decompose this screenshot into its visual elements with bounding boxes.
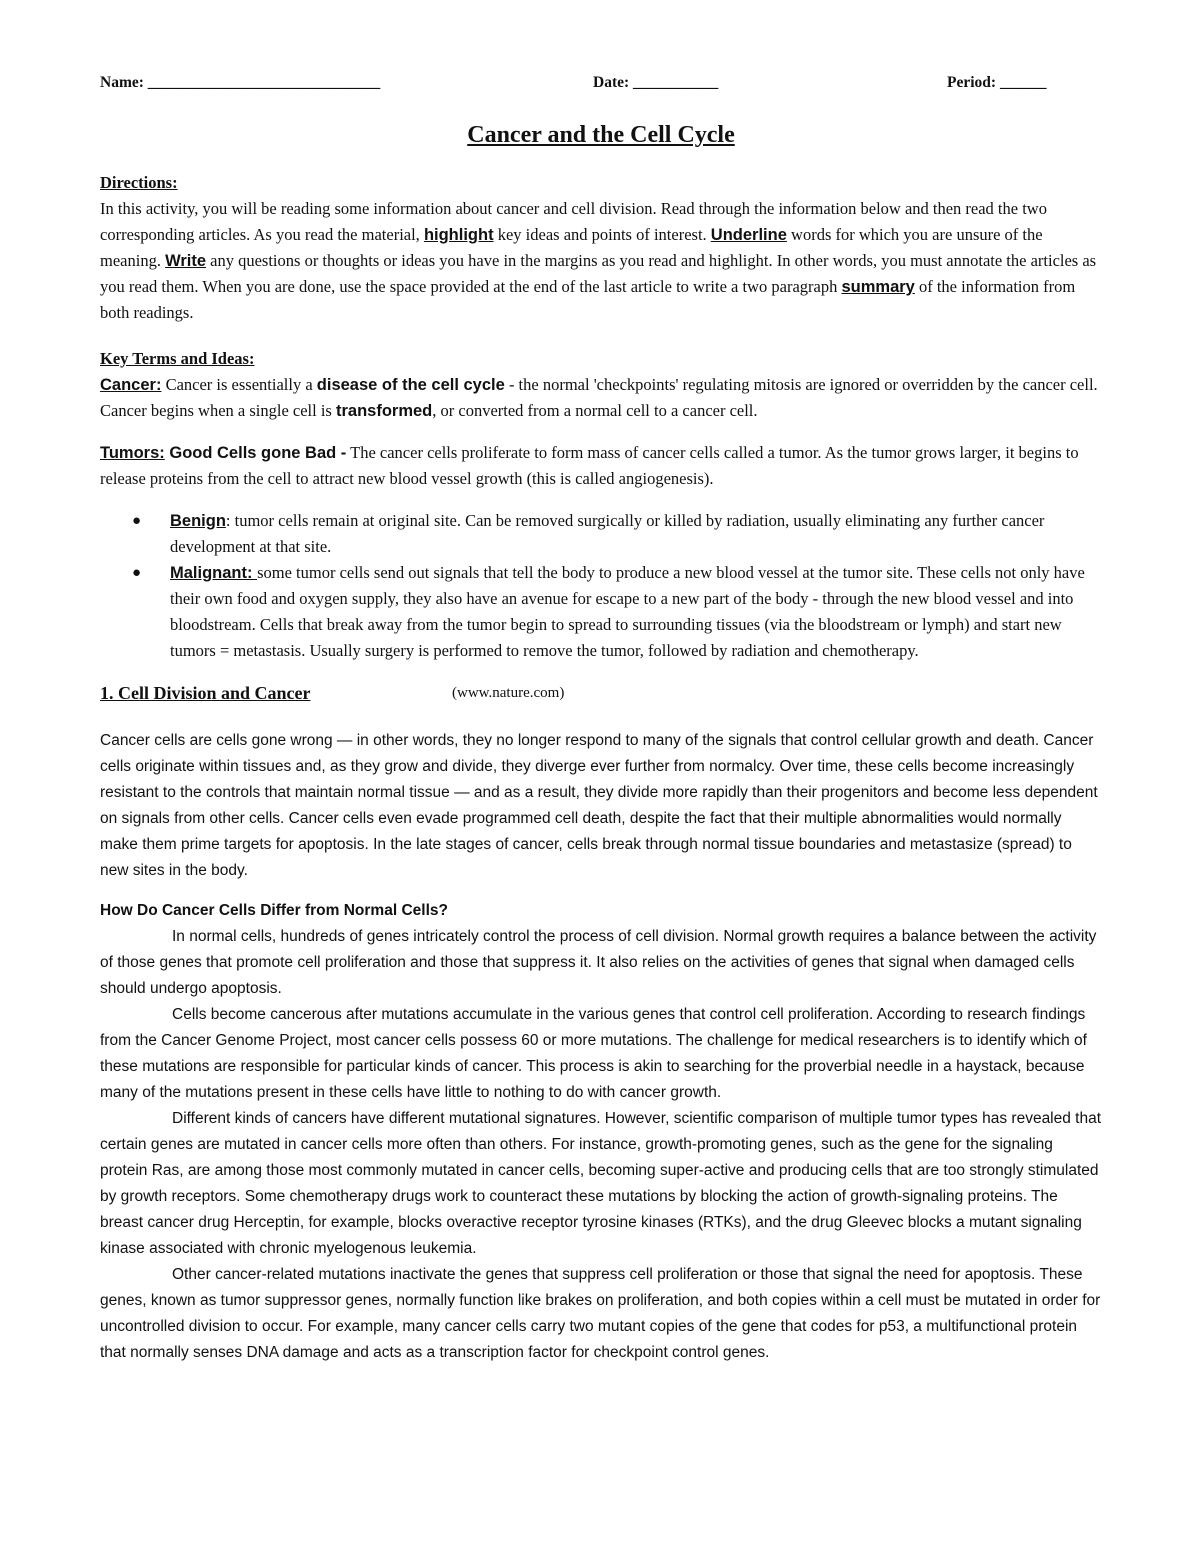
- summary-keyword: summary: [841, 278, 915, 296]
- underline-keyword: Underline: [710, 226, 787, 244]
- tumors-label: Tumors:: [100, 444, 165, 462]
- directions-heading: Directions:: [100, 173, 178, 192]
- article1-subheading: How Do Cancer Cells Differ from Normal Cells?: [100, 902, 448, 919]
- cancer-label: Cancer:: [100, 376, 162, 394]
- list-item: ● Benign: tumor cells remain at original site. Can be removed surgically or killed by radiation, usually eliminating any further cancer development at that site.: [100, 508, 1102, 560]
- article1-source: (www.nature.com): [452, 685, 565, 701]
- bullet-icon: ●: [132, 513, 142, 529]
- name-field: Name: ______________________________: [100, 74, 381, 91]
- article1-paragraph: In normal cells, hundreds of genes intricately control the process of cell division. Normal growth requires a balance between the activity of those genes that promote cell proliferation and those that suppress it. It also relies on the activities of genes that signal when damaged cells should undergo apoptosis.: [100, 928, 1097, 997]
- header-row: [100, 70, 1102, 98]
- date-field: Date: ___________: [593, 74, 719, 91]
- cancer-definition: Cancer: Cancer is essentially a disease of the cell cycle - the normal 'checkpoints' regulating mitosis are ignored or overridden by the cancer cell. Cancer begins when a single cell is transformed, or converted from a normal cell to a cancer cell.: [100, 375, 1098, 420]
- tumor-types-list: [100, 508, 1102, 664]
- article1-heading: 1. Cell Division and Cancer (www.nature.com): [100, 678, 1102, 708]
- article1-paragraph: Other cancer-related mutations inactivate the genes that suppress cell proliferation or those that signal the need for apoptosis. These genes, known as tumor suppressor genes, normally function like brakes on proliferation, and both copies within a cell must be mutated in order for uncontrolled division to occur. For example, many cancer cells carry two mutant copies of the gene that codes for p53, a multifunctional protein that normally senses DNA damage and acts as a transcription factor for checkpoint control genes.: [100, 1266, 1101, 1361]
- tumors-definition: Tumors: Good Cells gone Bad - The cancer cells proliferate to form mass of cancer cells called a tumor. As the tumor grows larger, it begins to release proteins from the cell to attract new blood vessel growth (this is called angiogenesis).: [100, 443, 1079, 488]
- page-title: Cancer and the Cell Cycle: [467, 122, 735, 148]
- article1-intro: Cancer cells are cells gone wrong — in other words, they no longer respond to many of the signals that control cellular growth and death. Cancer cells originate within tissues and, as they grow and divide, they diverge ever further from normalcy. Over time, these cells become increasingly resistant to the controls that maintain normal tissue — and as a result, they divide more rapidly than their progenitors and become less dependent on signals from other cells. Cancer cells even evade programmed cell death, despite the fact that their multiple abnormalities would normally make them prime targets for apoptosis. In the late stages of cancer, cells break through normal tissue boundaries and metastasize (spread) to new sites in the body.: [100, 732, 1098, 879]
- period-field: Period: ______: [947, 74, 1047, 91]
- article1-paragraph: Different kinds of cancers have different mutational signatures. However, scientific comparison of multiple tumor types has revealed that certain genes are mutated in cancer cells more often than others. For instance, growth-promoting genes, such as the gene for the signaling protein Ras, are among those most commonly mutated in cancer cells, becoming super-active and producing cells that are too strongly stimulated by growth receptors. Some chemotherapy drugs work to counteract these mutations by blocking the action of growth-signaling proteins. The breast cancer drug Herceptin, for example, blocks overactive receptor tyrosine kinases (RTKs), and the drug Gleevec blocks a mutant signaling kinase associated with chronic myelogenous leukemia.: [100, 1110, 1102, 1257]
- key-terms-heading: Key Terms and Ideas:: [100, 349, 255, 368]
- bullet-icon: ●: [132, 565, 142, 581]
- highlight-keyword: highlight: [423, 226, 494, 244]
- worksheet-page: [100, 70, 1102, 1366]
- directions-paragraph: In this activity, you will be reading some information about cancer and cell division. Read through the information below and then read the two corresponding articles. As you read the material, highlight key ideas and points of interest. Underline words for which you are unsure of the meaning. Write any questions or thoughts or ideas you have in the margins as you read and highlight. In other words, you must annotate the articles as you read them. When you are done, use the space provided at the end of the last article to write a two paragraph summary of the information from both readings.: [100, 199, 1097, 322]
- article1-paragraph: Cells become cancerous after mutations accumulate in the various genes that control cell proliferation. According to research findings from the Cancer Genome Project, most cancer cells possess 60 or more mutations. The challenge for medical researchers is to identify which of these mutations are responsible for particular kinds of cancer. This process is akin to searching for the proverbial needle in a haystack, because many of the mutations present in these cells have little to nothing to do with cancer growth.: [100, 1006, 1087, 1101]
- list-item: ● Malignant: some tumor cells send out signals that tell the body to produce a new blood vessel at the tumor site. These cells not only have their own food and oxygen supply, they also have an avenue for escape to a new part of the body - through the new blood vessel and into bloodstream. Cells that break away from the tumor begin to spread to surrounding tissues (via the bloodstream or lymph) and start new tumors = metastasis. Usually surgery is performed to remove the tumor, followed by radiation and chemotherapy.: [100, 560, 1102, 664]
- write-keyword: Write: [165, 252, 207, 270]
